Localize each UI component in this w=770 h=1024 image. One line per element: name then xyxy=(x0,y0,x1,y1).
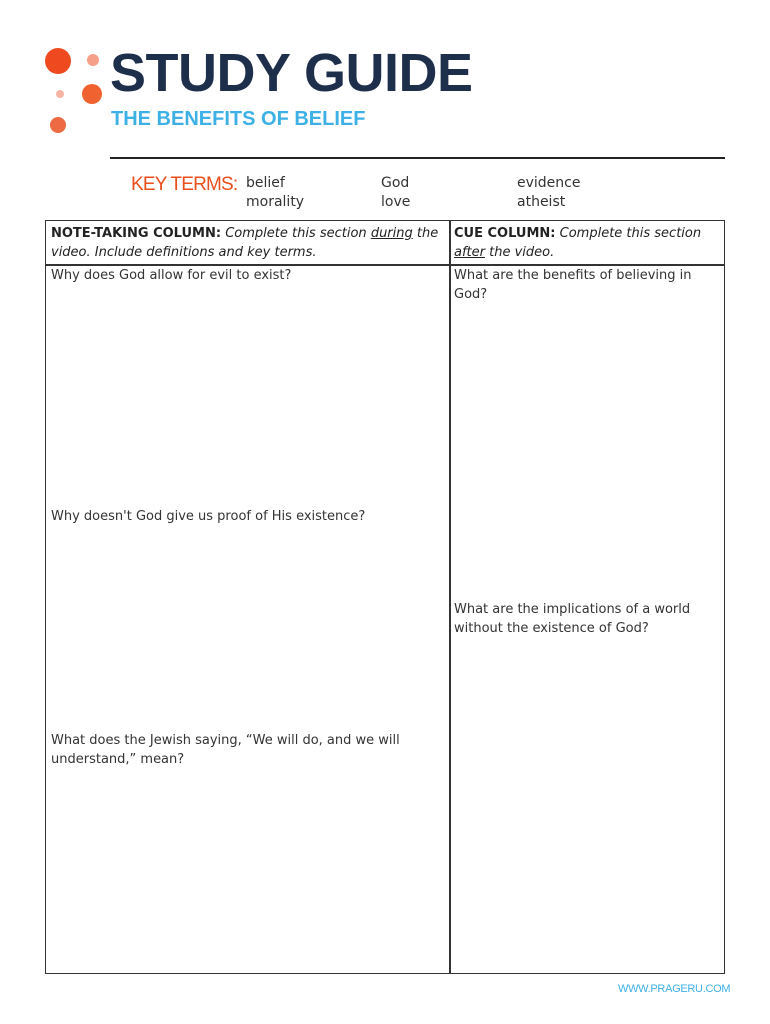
notes-table xyxy=(45,220,725,974)
note-column-heading xyxy=(51,224,443,262)
cue-column-heading xyxy=(454,224,722,262)
header-divider xyxy=(110,157,725,159)
note-question-1: Why does God allow for evil to exist? xyxy=(51,268,292,283)
logo-dots xyxy=(0,0,110,140)
key-terms-column-3 xyxy=(517,174,580,212)
cue-heading-italic-after: the video. xyxy=(489,245,555,260)
column-divider xyxy=(449,221,451,973)
page-title: STUDY GUIDE xyxy=(110,43,473,103)
footer-url[interactable]: WWW.PRAGERU.COM xyxy=(618,983,731,995)
key-terms-column-1 xyxy=(246,174,304,212)
key-term: God xyxy=(381,175,410,191)
note-heading-underlined: during xyxy=(370,226,413,241)
key-term: atheist xyxy=(517,194,566,210)
note-heading-bold: NOTE-TAKING COLUMN: xyxy=(51,226,222,241)
key-terms-column-2 xyxy=(381,174,410,212)
key-term: morality xyxy=(246,194,305,210)
cue-question-2: What are the implications of a world without the existence of God? xyxy=(454,602,691,636)
key-term: evidence xyxy=(517,175,581,191)
cue-question-1: What are the benefits of believing in God? xyxy=(454,268,692,302)
logo-dot-small-pale xyxy=(87,54,99,66)
logo-dot-lower xyxy=(50,117,66,133)
page-subtitle: THE BENEFITS OF BELIEF xyxy=(111,108,366,130)
note-question-2: Why doesn't God give us proof of His existence? xyxy=(51,509,366,524)
cue-heading-bold: CUE COLUMN: xyxy=(454,226,556,241)
note-heading-italic-after: the video. Include definitions and key terms. xyxy=(51,226,439,260)
key-terms-label: KEY TERMS: xyxy=(131,174,238,195)
cue-heading-italic: Complete this section xyxy=(559,226,702,241)
logo-dot-large xyxy=(45,48,71,74)
key-term: belief xyxy=(246,175,285,191)
note-heading-italic: Complete this section xyxy=(225,226,367,241)
logo-dot-tiny xyxy=(56,90,64,98)
logo-dot-medium xyxy=(82,84,102,104)
key-term: love xyxy=(381,194,411,210)
note-question-3: What does the Jewish saying, “We will do, and we will understand,” mean? xyxy=(51,733,400,767)
cue-heading-underlined: after xyxy=(454,245,485,260)
